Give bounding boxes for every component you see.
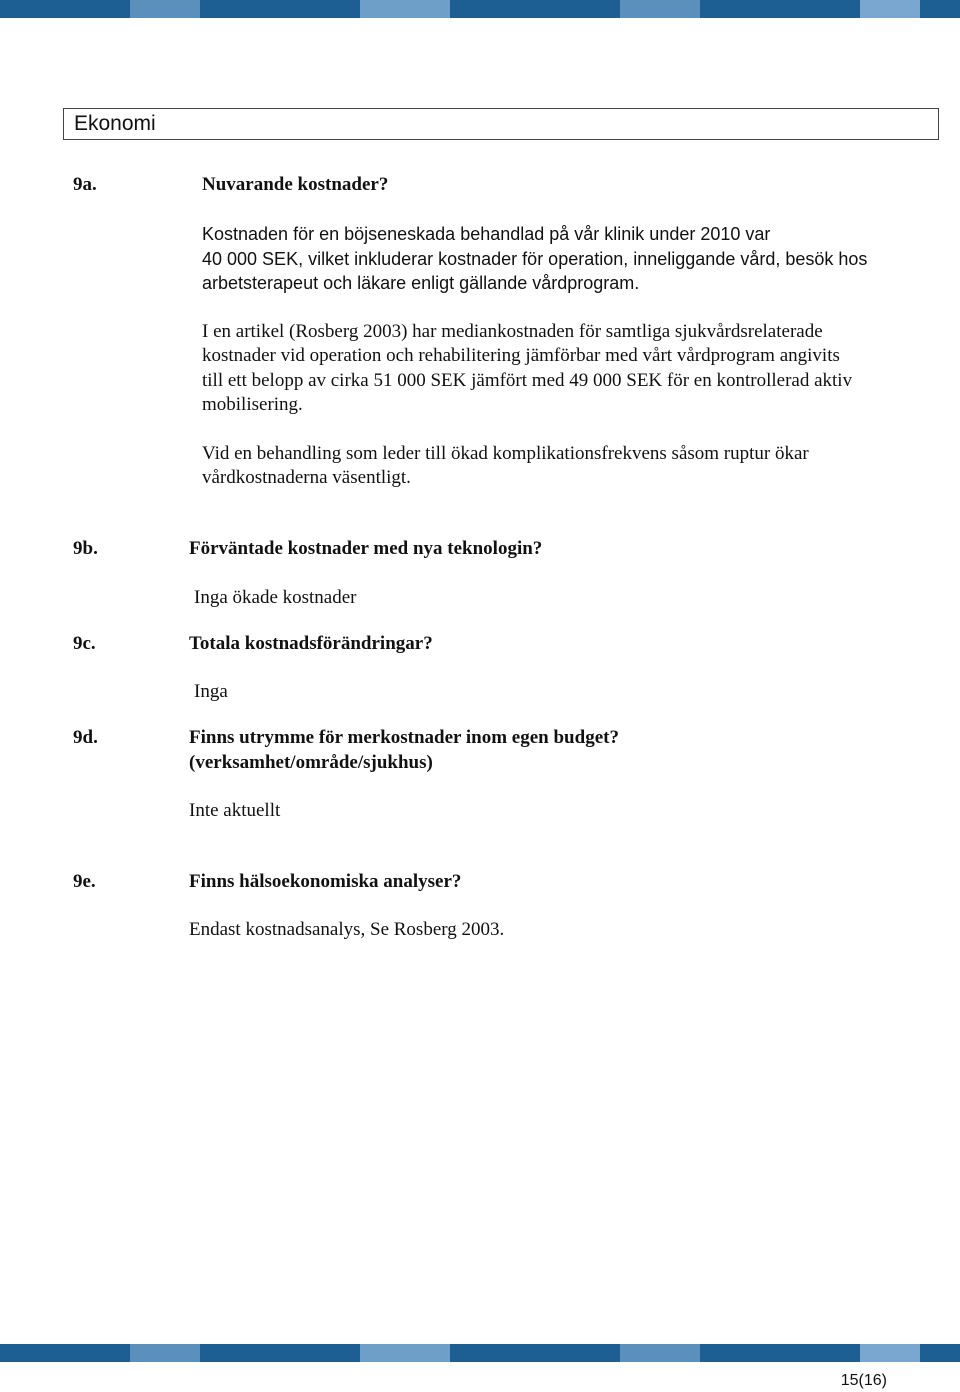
question-title-9b: Förväntade kostnader med nya teknologin? [189,538,543,559]
question-number-9a: 9a. [73,174,97,195]
question-title-9d: Finns utrymme för merkostnader inom egen budget? [189,727,619,748]
question-title-9c: Totala kostnadsförändringar? [189,633,433,654]
header-band [0,0,960,18]
text-line: Kostnaden för en böjseneskada behandlad på vår klinik under 2010 var [202,224,771,244]
text-line: kostnader vid operation och rehabilitering jämförbar med vårt vårdprogram angivits [202,345,840,366]
text-line: I en artikel (Rosberg 2003) har mediankostnaden för samtliga sjukvårdsrelaterade [202,321,823,342]
question-number-9e: 9e. [73,871,96,892]
answer-9c: Inga [194,681,228,702]
text-line: vårdkostnaderna väsentligt. [202,467,411,488]
answer-9b: Inga ökade kostnader [194,587,357,608]
question-number-9b: 9b. [73,538,98,559]
question-title-9e: Finns hälsoekonomiska analyser? [189,871,462,892]
question-title-9d-line2: (verksamhet/område/sjukhus) [189,752,433,773]
question-number-9c: 9c. [73,633,96,654]
text-line: arbetsterapeut och läkare enligt gällande vårdprogram. [202,273,640,293]
section-header-box [63,108,939,140]
answer-9e: Endast kostnadsanalys, Se Rosberg 2003. [189,919,505,940]
text-line: till ett belopp av cirka 51 000 SEK jämfört med 49 000 SEK för en kontrollerad aktiv [202,370,853,391]
text-line: Vid en behandling som leder till ökad komplikationsfrekvens såsom ruptur ökar [202,443,809,464]
page-number: 15(16) [840,1372,887,1389]
question-number-9d: 9d. [73,727,98,748]
footer-band [0,1344,960,1362]
text-line: 40 000 SEK, vilket inkluderar kostnader för operation, inneliggande vård, besök hos [202,249,868,269]
section-title: Ekonomi [74,112,156,135]
answer-9d: Inte aktuellt [189,800,281,821]
question-title-9a: Nuvarande kostnader? [202,174,389,195]
text-line: mobilisering. [202,394,303,415]
